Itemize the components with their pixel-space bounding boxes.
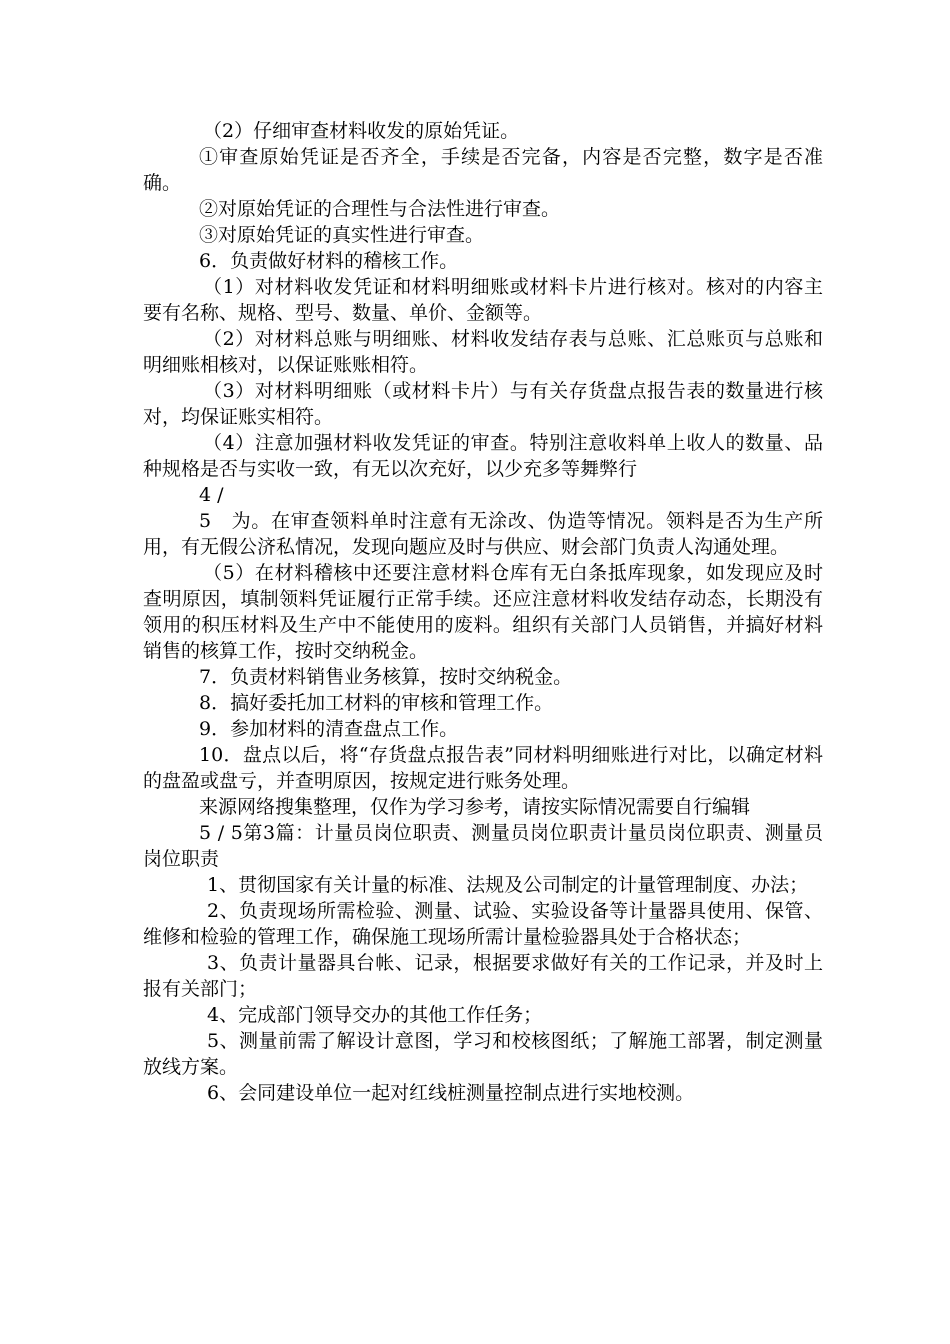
list-item: 4、完成部门领导交办的其他工作任务；	[207, 1004, 543, 1026]
paragraph: 9．参加材料的清查盘点工作。	[199, 718, 459, 740]
paragraph: ③对原始凭证的真实性进行审查。	[199, 224, 485, 246]
list-item: 3、负责计量器具台帐、记录，根据要求做好有关的工作记录，并及时上报有关部门；	[143, 952, 823, 1000]
paragraph: 10．盘点以后，将“存货盘点报告表”同材料明细账进行对比，以确定材料的盘盈或盘亏，并查明原因，按规定进行账务处理。	[143, 744, 823, 792]
list-item: 1、贯彻国家有关计量的标准、法规及公司制定的计量管理制度、办法；	[207, 874, 809, 896]
paragraph: （2）对材料总账与明细账、材料收发结存表与总账、汇总账页与总账和明细账相核对，以保证账账相符。	[143, 328, 823, 376]
source-note: 来源网络搜集整理，仅作为学习参考，请按实际情况需要自行编辑	[199, 796, 751, 818]
section-heading: 5 / 5第3篇：计量员岗位职责、测量员岗位职责计量员岗位职责、测量员岗位职责	[143, 822, 823, 870]
paragraph: ②对原始凭证的合理性与合法性进行审查。	[199, 198, 561, 220]
document-body	[143, 118, 823, 1106]
paragraph: （2）仔细审查材料收发的原始凭证。	[203, 120, 520, 142]
paragraph: 6．负责做好材料的稽核工作。	[199, 250, 459, 272]
page-marker: 4 /	[199, 484, 224, 506]
paragraph: （1）对材料收发凭证和材料明细账或材料卡片进行核对。核对的内容主要有名称、规格、型号、数量、单价、金额等。	[143, 276, 823, 324]
paragraph: （3）对材料明细账（或材料卡片）与有关存货盘点报告表的数量进行核对，均保证账实相符。	[143, 380, 823, 428]
paragraph: ①审查原始凭证是否齐全，手续是否完备，内容是否完整，数字是否准确。	[143, 146, 823, 194]
paragraph: （5）在材料稽核中还要注意材料仓库有无白条抵库现象，如发现应及时查明原因，填制领料凭证履行正常手续。还应注意材料收发结存动态，长期没有领用的积压材料及生产中不能使用的废料。组织有关部门人员销售，并搞好材料销售的核算工作，按时交纳税金。	[143, 562, 823, 662]
paragraph: （4）注意加强材料收发凭证的审查。特别注意收料单上收人的数量、品种规格是否与实收一致，有无以次充好，以少充多等舞弊行	[143, 432, 823, 480]
paragraph: 8．搞好委托加工材料的审核和管理工作。	[199, 692, 554, 714]
list-item: 5、测量前需了解设计意图，学习和校核图纸；了解施工部署，制定测量放线方案。	[143, 1030, 823, 1078]
list-item: 6、会同建设单位一起对红线桩测量控制点进行实地校测。	[207, 1082, 695, 1104]
paragraph: 7．负责材料销售业务核算，按时交纳税金。	[199, 666, 573, 688]
paragraph: 5 为。在审查领料单时注意有无涂改、伪造等情况。领料是否为生产所用，有无假公济私情况，发现向题应及时与供应、财会部门负责人沟通处理。	[143, 510, 823, 558]
list-item: 2、负责现场所需检验、测量、试验、实验设备等计量器具使用、保管、维修和检验的管理工作，确保施工现场所需计量检验器具处于合格状态；	[143, 900, 823, 948]
